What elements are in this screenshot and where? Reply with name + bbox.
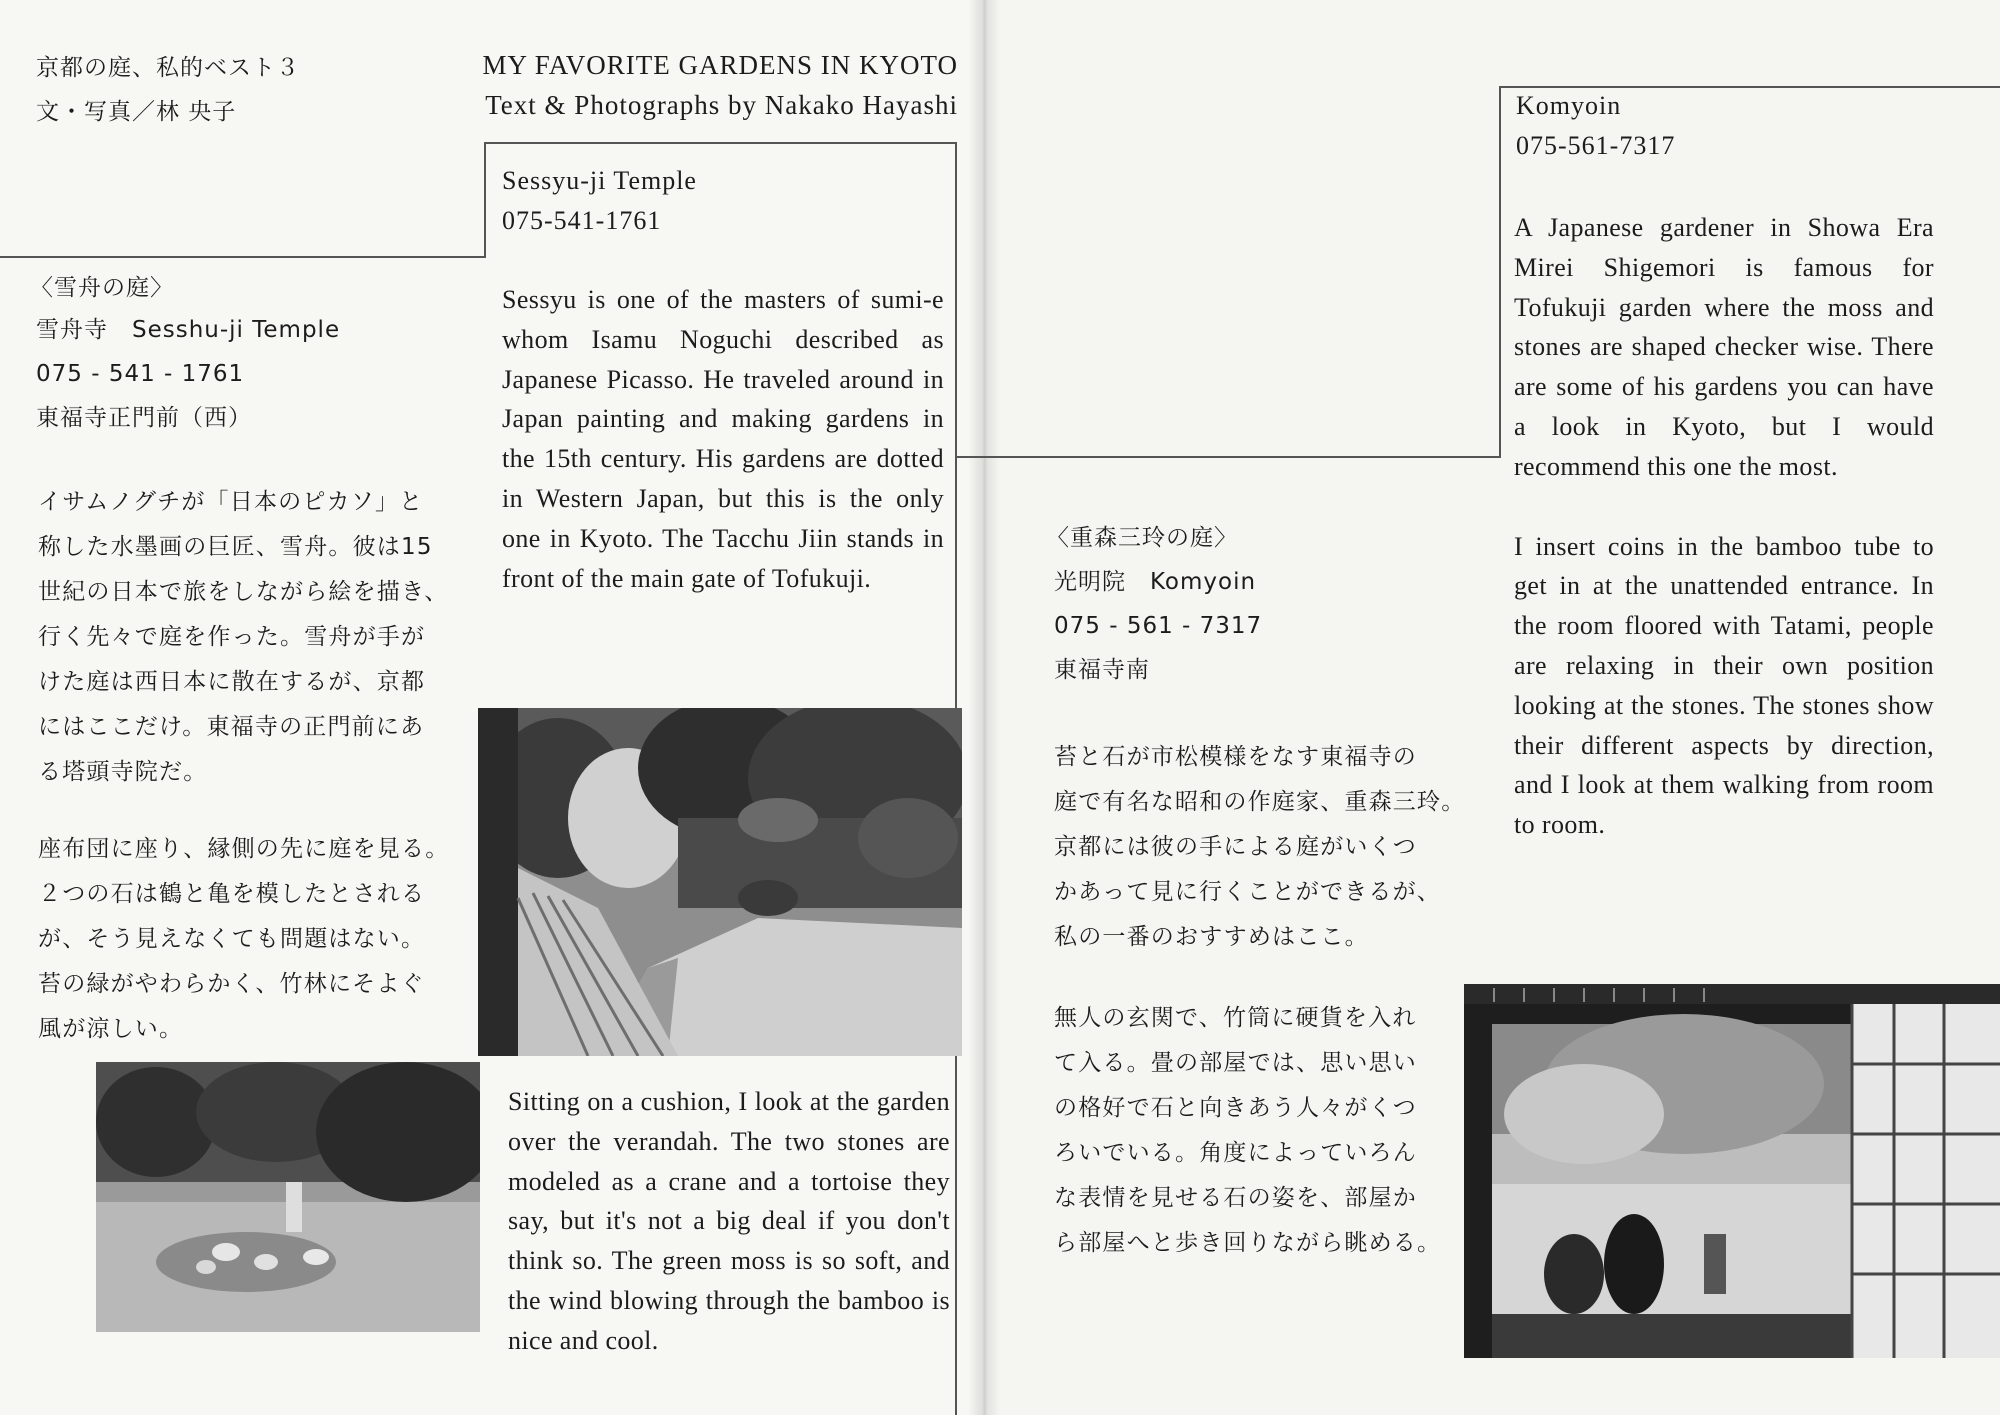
header-bottom-rule — [0, 256, 486, 258]
sesshu-body-en-bottom — [508, 1082, 950, 1361]
komyoin-heading-jp: 〈重森三玲の庭〉 — [1046, 525, 1238, 551]
sesshu-phone-en: 075-541-1761 — [502, 206, 662, 235]
jp-line: 京都には彼の手による庭がいくつ — [1054, 834, 1417, 860]
header-credit-en: Text & Photographs by Nakako Hayashi — [485, 90, 958, 120]
jp-line: 行く先々で庭を作った。雪舟が手が — [38, 624, 426, 650]
komyoin-para1-jp — [1054, 735, 1494, 960]
jp-line: る塔頭寺院だ。 — [38, 759, 208, 785]
jp-line: 私の一番のおすすめはここ。 — [1054, 924, 1369, 950]
jp-line: な表情を見せる石の姿を、部屋か — [1054, 1185, 1417, 1211]
sesshu-body-en-top — [502, 280, 944, 598]
jp-line: 称した水墨画の巨匠、雪舟。彼は15 — [38, 534, 433, 560]
sesshu-name-jp: 雪舟寺 Sesshu-ji Temple — [36, 317, 341, 343]
sesshu-box-left-rule — [484, 142, 486, 258]
sesshu-para2-jp — [38, 827, 488, 1052]
jp-line: の格好で石と向きあう人々がくつ — [1054, 1095, 1417, 1121]
photo-komyoin-room — [1464, 984, 2000, 1358]
komyoin-location-jp: 東福寺南 — [1054, 657, 1150, 683]
header-title-jp: 京都の庭、私的ベスト３ — [36, 55, 300, 81]
jp-line: ら部屋へと歩き回りながら眺める。 — [1054, 1230, 1442, 1256]
sesshu-name-en: Sessyu-ji Temple — [502, 166, 697, 195]
sesshu-para2-en: Sitting on a cushion, I look at the garden over the verandah. The two stones are modeled as a crane and a tortoise they say, but it's not a big deal if you don't think so. The green moss is so soft, and the wind blowing through the bamboo is nice and cool. — [508, 1087, 950, 1355]
jp-line: ２つの石は鶴と亀を模したとされる — [38, 881, 426, 907]
komyoin-para1-en: A Japanese gardener in Showa Era Mirei Shigemori is famous for Tofukuji garden where the moss and stones are shaped checker wise. There are some of his gardens you can have a look in Kyoto, but I would recommend this one the most. — [1514, 213, 1934, 481]
komyoin-body-en — [1514, 208, 1934, 845]
komyoin-phone-jp: 075 - 561 - 7317 — [1054, 613, 1263, 639]
komyoin-para2-en: I insert coins in the bamboo tube to get in at the unattended entrance. In the room floored with Tatami, people are relaxing in their own position looking at the stones. The stones show their different aspects by direction, and I look at them walking from room to room. — [1514, 531, 1934, 840]
jp-line: 庭で有名な昭和の作庭家、重森三玲。 — [1054, 789, 1466, 815]
photo-sesshu-rock-garden — [96, 1062, 480, 1332]
komyoin-phone-en: 075-561-7317 — [1516, 131, 1676, 160]
header-title-en: MY FAVORITE GARDENS IN KYOTO — [482, 50, 958, 80]
header-credit-jp: 文・写真／林 央子 — [36, 99, 237, 125]
jp-line: 苔と石が市松模様をなす東福寺の — [1054, 744, 1417, 770]
jp-line: かあって見に行くことができるが、 — [1054, 879, 1441, 905]
sesshu-location-jp: 東福寺正門前（西） — [36, 405, 252, 431]
jp-line: 苔の緑がやわらかく、竹林にそよぐ — [38, 971, 425, 997]
photo-sesshu-verandah — [478, 708, 962, 1056]
komyoin-name-jp: 光明院 Komyoin — [1054, 569, 1257, 595]
jp-line: 世紀の日本で旅をしながら絵を描き、 — [38, 579, 449, 605]
jp-line: 風が涼しい。 — [38, 1016, 184, 1042]
jp-line: て入る。畳の部屋では、思い思い — [1054, 1050, 1417, 1076]
center-rule — [955, 456, 1501, 458]
sesshu-para1-jp — [38, 480, 488, 795]
jp-line: 無人の玄関で、竹筒に硬貨を入れ — [1054, 1005, 1417, 1031]
jp-line: 座布団に座り、縁側の先に庭を見る。 — [38, 836, 450, 862]
komyoin-box-left-rule — [1499, 86, 1501, 458]
jp-line: イサムノグチが「日本のピカソ」と — [38, 489, 424, 515]
sesshu-phone-jp: 075 - 541 - 1761 — [36, 361, 245, 387]
jp-line: が、そう見えなくても問題はない。 — [38, 926, 426, 952]
jp-line: けた庭は西日本に散在するが、京都 — [38, 669, 426, 695]
sesshu-para1-en: Sessyu is one of the masters of sumi-e whom Isamu Noguchi described as Japanese Picasso. He traveled around in Japan painting and making gardens in the 15th century. His gardens are dotted in Western Japan, but this is the only one in Kyoto. The Tacchu Jiin stands in front of the main gate of Tofukuji. — [502, 285, 944, 593]
sesshu-heading-jp: 〈雪舟の庭〉 — [30, 275, 174, 301]
komyoin-para2-jp — [1054, 996, 1504, 1266]
komyoin-name-en: Komyoin — [1516, 91, 1622, 120]
book-gutter — [968, 0, 1000, 1415]
jp-line: ろいでいる。角度によっていろん — [1054, 1140, 1417, 1166]
jp-line: にはここだけ。東福寺の正門前にあ — [38, 714, 425, 740]
sesshu-box-top-rule — [484, 142, 957, 144]
